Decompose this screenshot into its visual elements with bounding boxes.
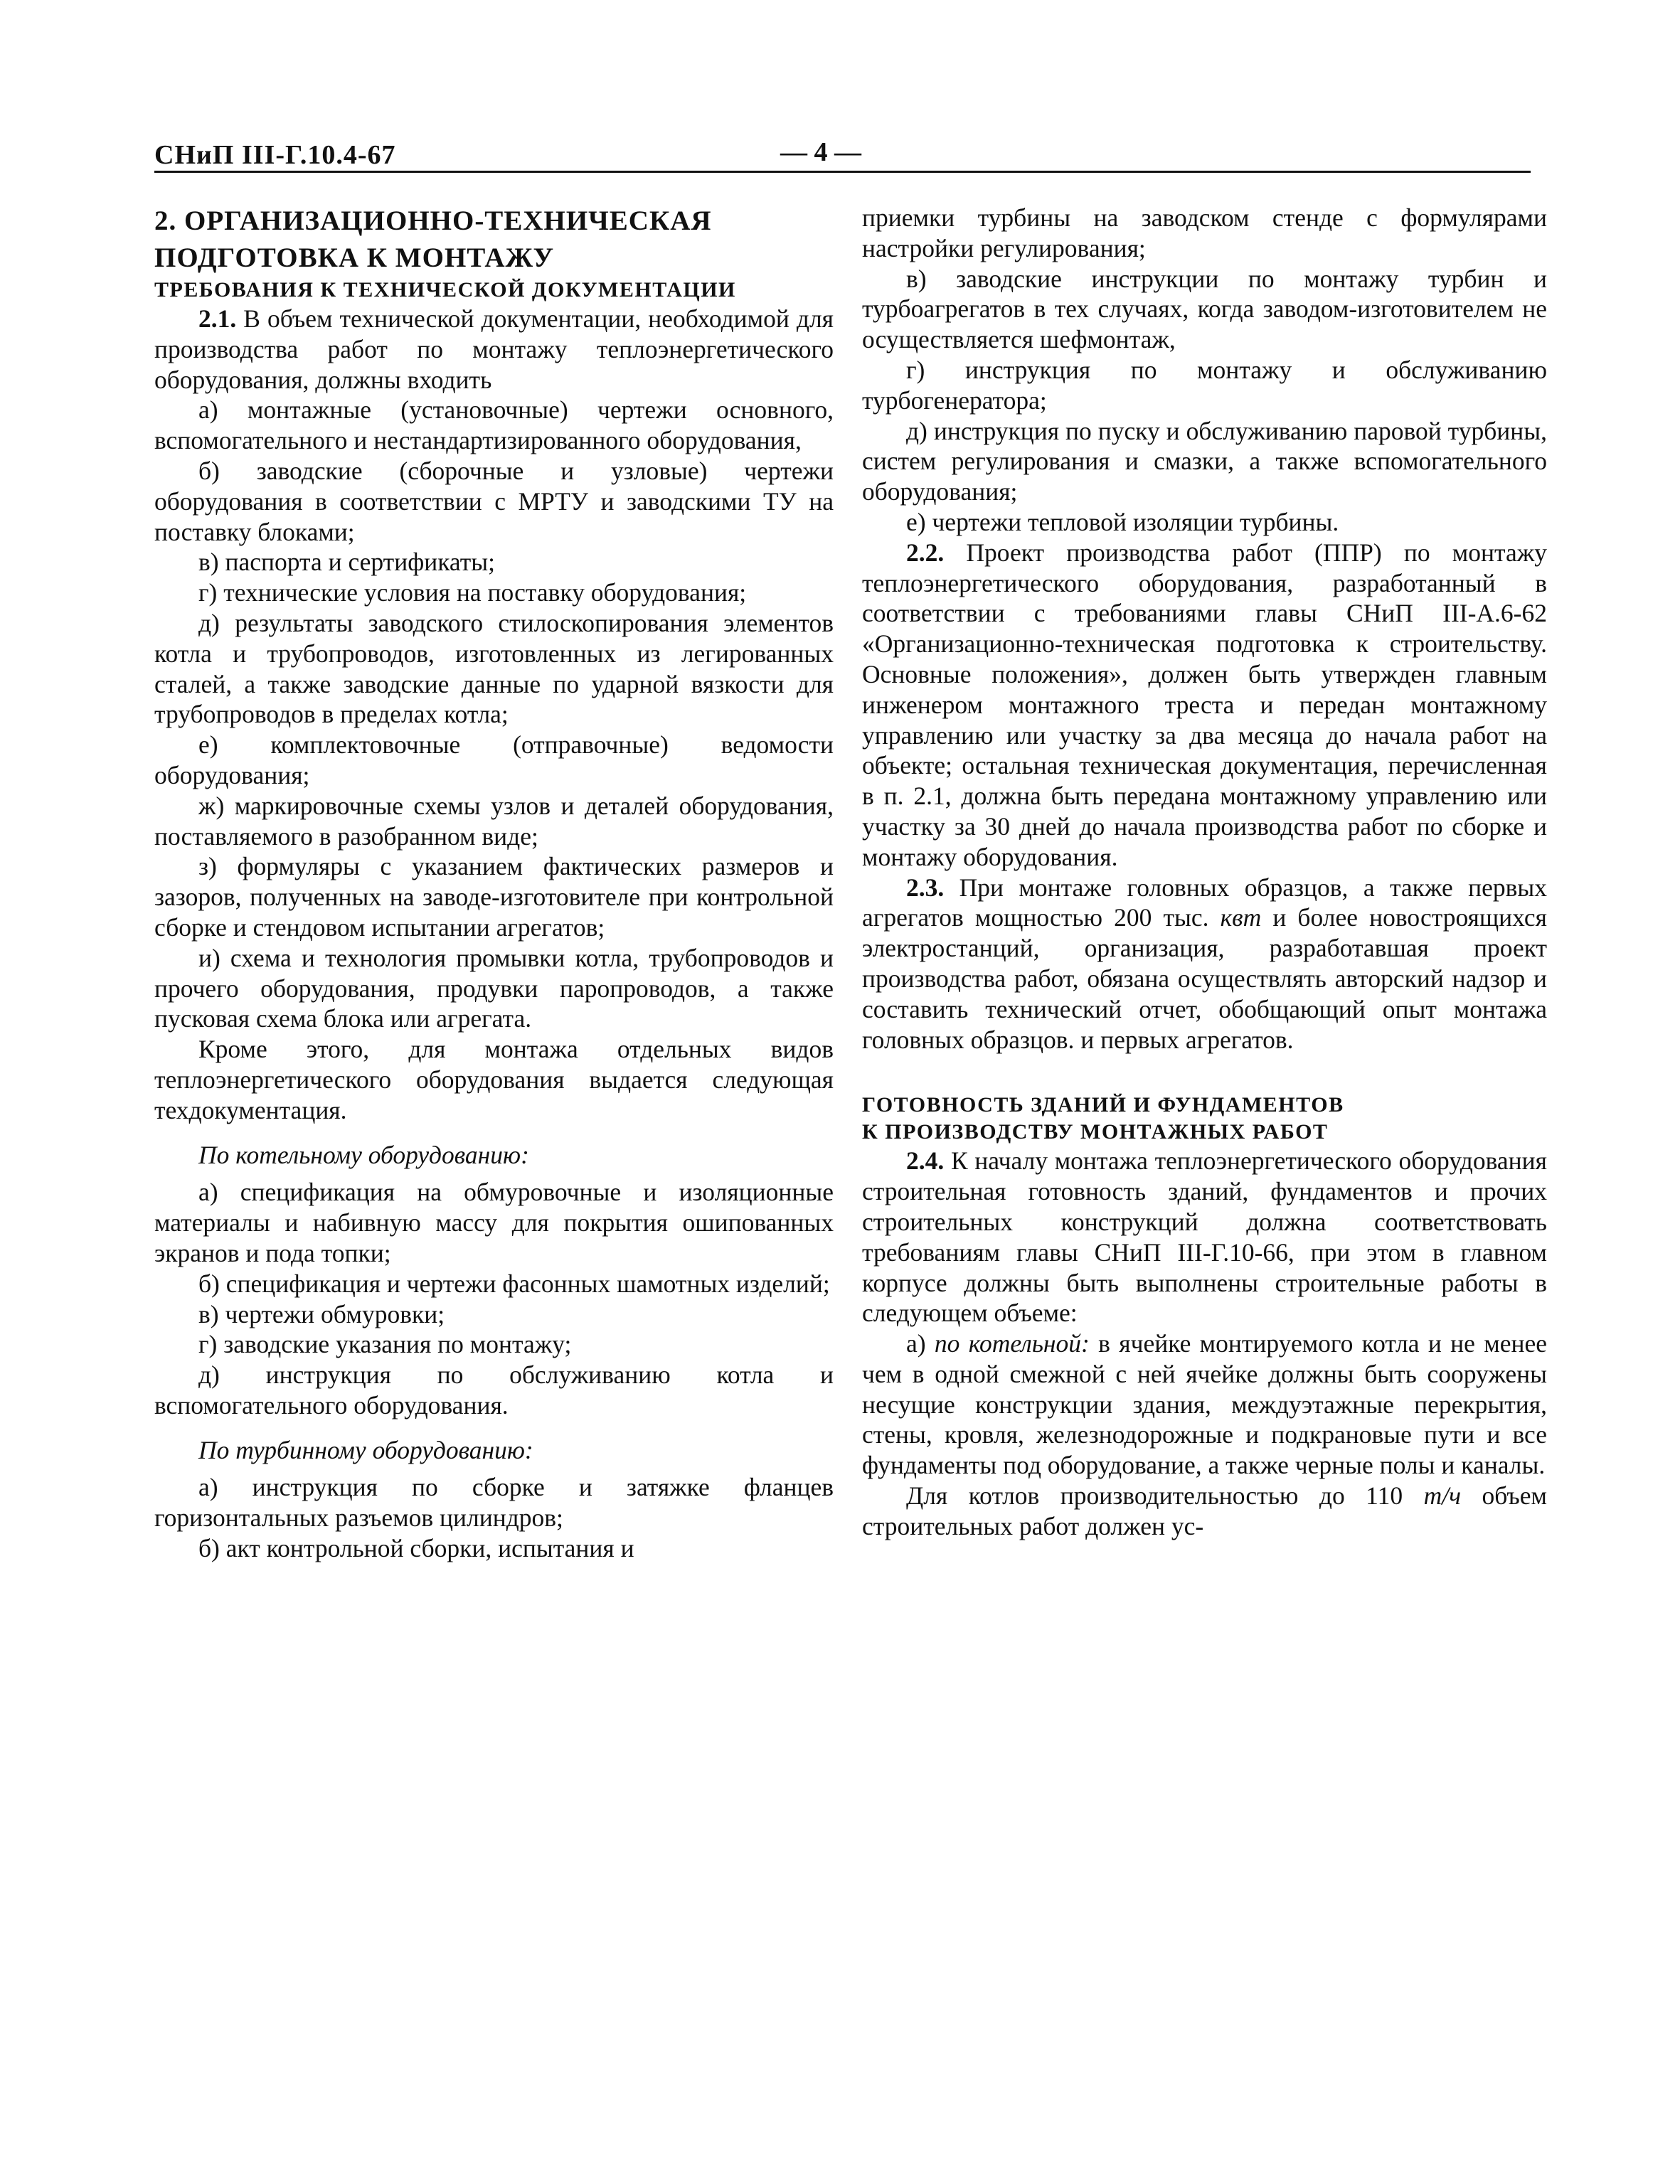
list-item: а) инструкция по сборке и затяжке фланцев горизонтальных разъемов цилиндров; bbox=[154, 1473, 834, 1533]
page-number: — 4 — bbox=[780, 137, 861, 167]
list-item: в) паспорта и сертификаты; bbox=[198, 548, 495, 577]
list-item: ж) маркировочные схемы узлов и деталей оборудования, поставляемого в разобранном виде; bbox=[154, 791, 834, 851]
paragraph-2-1: 2.1. В объем технической документации, необходимой для производства работ по монтажу теплоэнергетического оборудования, должны входить bbox=[154, 304, 834, 394]
paragraph-2-2: 2.2. Проект производства работ (ППР) по монтажу теплоэнергетического оборудования, разработанный в соответствии с требованиями главы СНиП III-А.6-62 «Организационно-техническая подготовка к строительству. Основные положения», должен быть утвержден главным инженером монтажного треста и передан монтажному управлению или участку за два месяца до начала работ на объекте; остальная техническая документация, перечисленная в п. 2.1, должна быть передана монтажному управлению или участку за 30 дней до начала производства работ по сборке и монтажу оборудования. bbox=[862, 538, 1547, 871]
list-item: а) спецификация на обмуровочные и изоляционные материалы и набивную массу для покрытия ошипованных экранов и пода топки; bbox=[154, 1178, 834, 1267]
header-rule bbox=[154, 171, 1531, 173]
paragraph-extra: Кроме этого, для монтажа отдельных видов теплоэнергетического оборудования выдается следующая техдокументация. bbox=[154, 1035, 834, 1124]
paragraph-2-4: 2.4. К началу монтажа теплоэнергетического оборудования строительная готовность зданий, фундаментов и прочих строительных конструкций должна соответствовать требованиям главы СНиП III-Г.10-66, при этом в главном корпусе должны быть выполнены строительные работы в следующем объеме: bbox=[862, 1146, 1547, 1328]
continued-text: приемки турбины на заводском стенде с формулярами настройки регулирования; bbox=[862, 203, 1547, 262]
list-item: е) чертежи тепловой изоляции турбины. bbox=[906, 507, 1339, 536]
list-item: б) акт контрольной сборки, испытания и bbox=[198, 1534, 634, 1563]
list-item: а) монтажные (установочные) чертежи основного, вспомогательного и нестандартизированного оборудования, bbox=[154, 395, 834, 455]
turbine-heading: По турбинному оборудованию: bbox=[198, 1435, 533, 1464]
list-item: в) чертежи обмуровки; bbox=[198, 1299, 445, 1328]
list-item: б) заводские (сборочные и узловые) чертежи оборудования в соответствии с МРТУ и заводскими ТУ на поставку блоками; bbox=[154, 456, 834, 546]
doc-code: СНиП III-Г.10.4-67 bbox=[154, 140, 396, 170]
right-column bbox=[862, 203, 1547, 1542]
subsection-title: ГОТОВНОСТЬ ЗДАНИЙ И ФУНДАМЕНТОВ К ПРОИЗВОДСТВУ МОНТАЖНЫХ РАБОТ bbox=[862, 1093, 1344, 1144]
list-item: б) спецификация и чертежи фасонных шамотных изделий; bbox=[198, 1269, 830, 1298]
list-item: г) заводские указания по монтажу; bbox=[198, 1330, 572, 1359]
left-column bbox=[154, 203, 834, 1564]
subsection-title: ТРЕБОВАНИЯ К ТЕХНИЧЕСКОЙ ДОКУМЕНТАЦИИ bbox=[154, 278, 736, 302]
list-item: з) формуляры с указанием фактических размеров и зазоров, полученных на заводе-изготовителе при контрольной сборке и стендовом испытании агрегатов; bbox=[154, 852, 834, 942]
boiler-heading: По котельному оборудованию: bbox=[198, 1140, 529, 1169]
list-item: в) заводские инструкции по монтажу турбин и турбоагрегатов в тех случаях, когда заводом-изготовителем не осуществляется шефмонтаж, bbox=[862, 264, 1547, 354]
list-item: и) схема и технология промывки котла, трубопроводов и прочего оборудования, продувки паропроводов, а также пусковая схема блока или агрегата. bbox=[154, 943, 834, 1033]
paragraph-2-3: 2.3. При монтаже головных образцов, а также первых агрегатов мощностью 200 тыс. квт и более новостроящихся электростанций, организация, разработавшая проект производства работ, обязана осуществлять авторский надзор и составить технический отчет, обобщающий опыт монтажа головных образцов. и первых агрегатов. bbox=[862, 873, 1547, 1054]
list-item: д) инструкция по обслуживанию котла и вспомогательного оборудования. bbox=[154, 1360, 834, 1419]
list-item: д) инструкция по пуску и обслуживанию паровой турбины, систем регулирования и смазки, а также вспомогательного оборудования; bbox=[862, 416, 1547, 506]
paragraph-2-4-a: а) по котельной: в ячейке монтируемого котла и не менее чем в одной смежной с ней ячейке должны быть сооружены несущие конструкции здания, междуэтажные перекрытия, стены, кровля, железнодорожные и подкрановые пути и все фундаменты под оборудование, а также черные полы и каналы. bbox=[862, 1329, 1547, 1480]
list-item: г) инструкция по монтажу и обслуживанию турбогенератора; bbox=[862, 355, 1547, 415]
list-item: г) технические условия на поставку оборудования; bbox=[198, 578, 747, 607]
list-item: е) комплектовочные (отправочные) ведомости оборудования; bbox=[154, 730, 834, 789]
page-header bbox=[154, 139, 1531, 182]
section-title: 2. ОРГАНИЗАЦИОННО-ТЕХНИЧЕСКАЯ ПОДГОТОВКА К МОНТАЖУ bbox=[154, 206, 712, 273]
list-item: д) результаты заводского стилоскопирования элементов котла и трубопроводов, изготовленных из легированных сталей, а также заводские данные по ударной вязкости для трубопроводов в пределах котла; bbox=[154, 608, 834, 729]
paragraph-last: Для котлов производительностью до 110 т/ч объем строительных работ должен ус- bbox=[862, 1481, 1547, 1540]
